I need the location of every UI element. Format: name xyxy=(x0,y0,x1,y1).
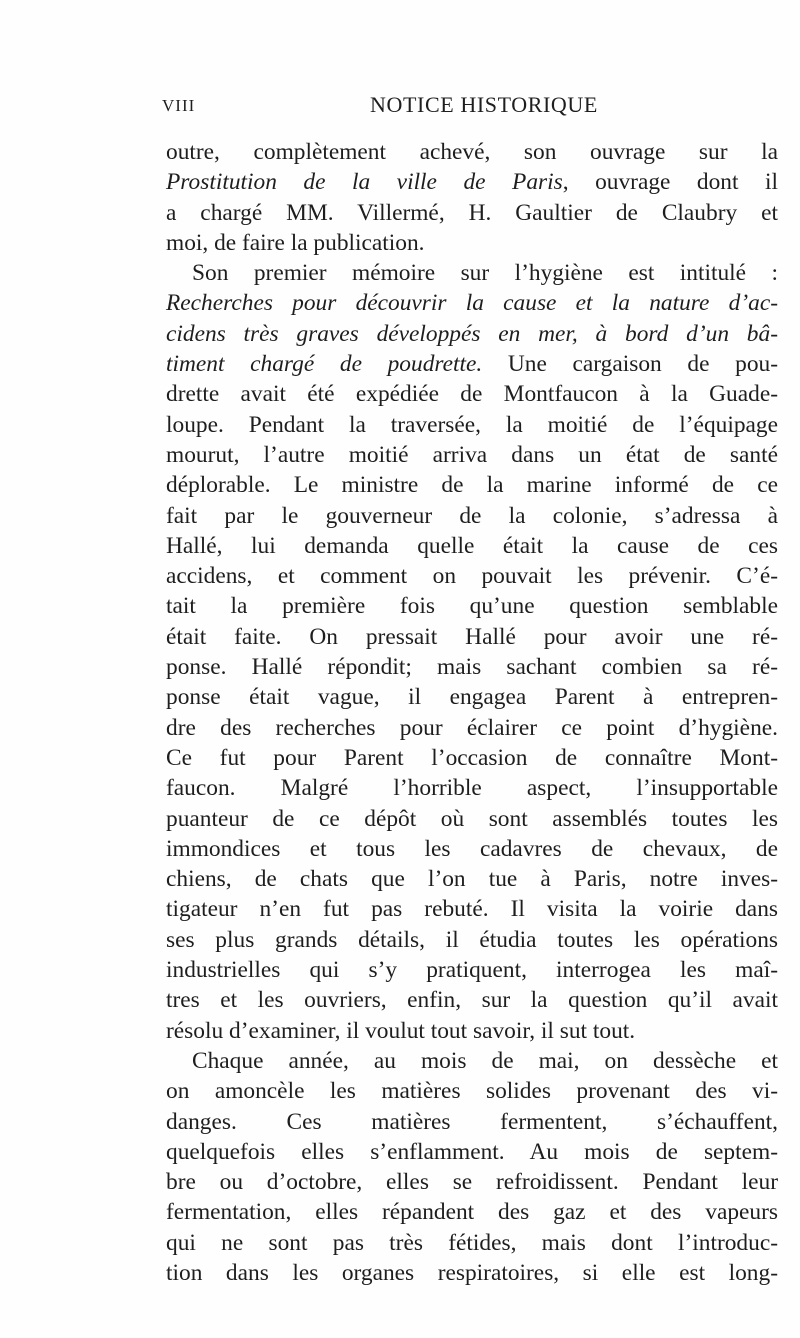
text-line xyxy=(166,834,778,864)
text-line xyxy=(166,682,778,712)
text-line xyxy=(166,713,778,743)
text-segment: tait la première fois qu’une question semblable xyxy=(166,593,778,620)
text-segment: Hallé, lui demanda quelle était la cause de ces xyxy=(166,532,778,559)
text-segment: qui ne sont pas très fétides, mais dont l’introduc- xyxy=(166,1229,778,1256)
text-segment: était faite. On pressait Hallé pour avoir une ré- xyxy=(166,623,778,650)
text-line xyxy=(166,1016,778,1046)
text-line xyxy=(166,1258,778,1288)
text-line xyxy=(166,955,778,985)
text-segment: résolu d’examiner, il voulut tout savoir, il sut tout. xyxy=(166,1017,636,1044)
text-segment: fait par le gouverneur de la colonie, s’adressa à xyxy=(166,502,778,529)
text-segment: tigateur n’en fut pas rebuté. Il visita la voirie dans xyxy=(166,896,778,923)
text-segment: on amoncèle les matières solides provenant des vi- xyxy=(166,1078,778,1105)
text-line xyxy=(166,258,778,288)
text-line xyxy=(166,1046,778,1076)
italic-title-text: cidens très graves développés en mer, à bord d’un bâ- xyxy=(166,320,778,347)
text-segment: , ouvrage dont il xyxy=(562,169,778,196)
text-line xyxy=(166,379,778,409)
text-line xyxy=(166,319,778,349)
italic-title-text: Recherches pour découvrir la cause et la nature d’ac- xyxy=(166,290,778,317)
text-segment: moi, de faire la publication. xyxy=(166,229,425,256)
text-segment: Une cargaison de pou- xyxy=(482,351,778,378)
text-segment: fermentation, elles répandent des gaz et des vapeurs xyxy=(166,1199,778,1226)
text-segment: déplorable. Le ministre de la marine informé de ce xyxy=(166,472,778,499)
text-line xyxy=(166,531,778,561)
text-segment: immondices et tous les cadavres de chevaux, de xyxy=(166,835,778,862)
text-line xyxy=(166,1137,778,1167)
text-line xyxy=(166,773,778,803)
text-line xyxy=(166,1228,778,1258)
running-title: NOTICE HISTORIQUE xyxy=(370,92,598,117)
text-line xyxy=(166,137,778,167)
text-segment: chiens, de chats que l’on tue à Paris, notre inves- xyxy=(166,866,778,893)
text-segment: ponse. Hallé répondit; mais sachant combien sa ré- xyxy=(166,654,778,681)
text-segment: Chaque année, au mois de mai, on dessèche et xyxy=(192,1047,778,1074)
running-head xyxy=(162,92,782,122)
text-segment: ses plus grands détails, il étudia toutes les opérations xyxy=(166,926,778,953)
italic-title-text: timent chargé de poudrette. xyxy=(166,351,483,378)
text-line xyxy=(166,561,778,591)
text-line xyxy=(166,864,778,894)
text-segment: mourut, l’autre moitié arriva dans un état de santé xyxy=(166,441,778,468)
text-segment: bre ou d’octobre, elles se refroidissent. Pendant leur xyxy=(166,1169,778,1196)
text-line xyxy=(166,804,778,834)
page-number: VIII xyxy=(162,96,196,115)
text-line xyxy=(166,440,778,470)
text-line xyxy=(166,288,778,318)
text-line xyxy=(166,925,778,955)
text-segment: dre des recherches pour éclairer ce point d’hygiène. xyxy=(166,714,778,741)
text-line xyxy=(166,1076,778,1106)
text-segment: Ce fut pour Parent l’occasion de connaître Mont- xyxy=(166,744,778,771)
text-line xyxy=(166,894,778,924)
italic-title-text: Prostitution de la ville de Paris xyxy=(166,169,563,196)
text-line xyxy=(166,1197,778,1227)
text-line xyxy=(166,198,778,228)
text-line xyxy=(166,1167,778,1197)
text-line xyxy=(166,470,778,500)
text-line xyxy=(166,228,778,258)
text-segment: faucon. Malgré l’horrible aspect, l’insupportable xyxy=(166,775,778,802)
text-line xyxy=(166,167,778,197)
text-segment: tion dans les organes respiratoires, si elle est long- xyxy=(166,1259,778,1286)
text-segment: industrielles qui s’y pratiquent, interrogea les maî- xyxy=(166,957,778,984)
text-line xyxy=(166,652,778,682)
text-segment: accidens, et comment on pouvait les prévenir. C’é- xyxy=(166,563,778,590)
text-segment: drette avait été expédiée de Montfaucon à la Guade- xyxy=(166,381,778,408)
text-segment: Son premier mémoire sur l’hygiène est intitulé : xyxy=(192,260,778,287)
body-text xyxy=(166,137,778,1288)
text-line xyxy=(166,501,778,531)
text-segment: ponse était vague, il engagea Parent à entrepren- xyxy=(166,684,778,711)
text-line xyxy=(166,349,778,379)
text-segment: puanteur de ce dépôt où sont assemblés toutes les xyxy=(166,805,778,832)
text-segment: loupe. Pendant la traversée, la moitié de l’équipage xyxy=(166,411,778,438)
text-segment: tres et les ouvriers, enfin, sur la question qu’il avait xyxy=(166,987,778,1014)
text-line xyxy=(166,591,778,621)
text-segment: outre, complètement achevé, son ouvrage sur la xyxy=(166,139,778,165)
text-line xyxy=(166,410,778,440)
text-line xyxy=(166,622,778,652)
text-segment: a chargé MM. Villermé, H. Gaultier de Claubry et xyxy=(166,199,778,226)
text-segment: danges. Ces matières fermentent, s’échauffent, xyxy=(166,1108,778,1135)
text-line xyxy=(166,985,778,1015)
text-line xyxy=(166,743,778,773)
text-segment: quelquefois elles s’enflamment. Au mois de septem- xyxy=(166,1138,778,1165)
text-line xyxy=(166,1107,778,1137)
